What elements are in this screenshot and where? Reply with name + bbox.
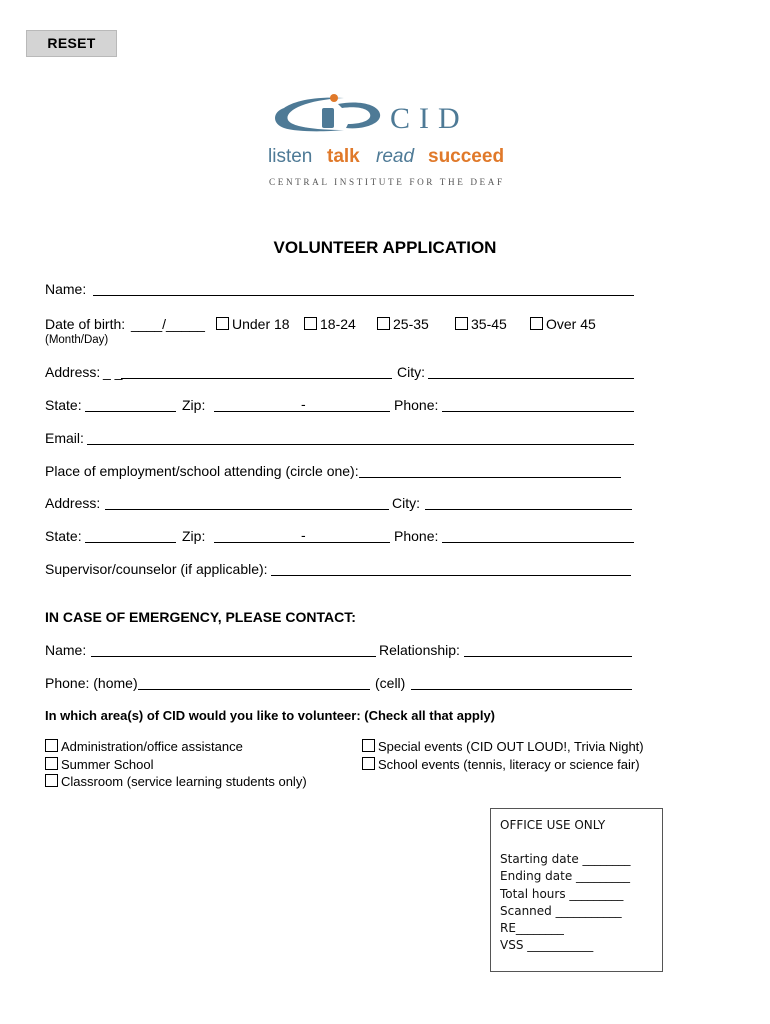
employment-state-label: State: <box>45 528 82 544</box>
age-option-under-18[interactable]: Under 18 <box>216 316 290 332</box>
area-option-school-events[interactable]: School events (tennis, literacy or science fair) <box>362 757 640 772</box>
supervisor-label: Supervisor/counselor (if applicable): <box>45 561 268 577</box>
age-option-35-45[interactable]: 35-45 <box>455 316 507 332</box>
phone-field[interactable] <box>442 411 634 412</box>
office-vss: VSS ___________ <box>500 938 594 952</box>
employment-city-label: City: <box>392 495 420 511</box>
address-prefix: _ _ <box>103 364 123 380</box>
phone-home-field[interactable] <box>138 689 370 690</box>
checkbox-icon[interactable] <box>362 739 375 752</box>
dob-hint: (Month/Day) <box>45 334 109 346</box>
employment-city-field[interactable] <box>425 509 632 510</box>
page-title: VOLUNTEER APPLICATION <box>273 238 497 257</box>
state-label: State: <box>45 397 82 413</box>
phone-home-label: Phone: (home) <box>45 675 138 691</box>
zip-separator: - <box>301 396 306 412</box>
state-row <box>45 397 645 417</box>
supervisor-row <box>45 561 645 581</box>
office-re: RE________ <box>500 921 564 935</box>
age-option-18-24[interactable]: 18-24 <box>304 316 356 332</box>
city-field[interactable] <box>428 378 634 379</box>
emergency-name-row <box>45 642 645 662</box>
tagline-read: read <box>376 146 415 167</box>
phone-cell-label: (cell) <box>375 675 406 691</box>
checkbox-icon[interactable] <box>304 317 317 330</box>
checkbox-icon[interactable] <box>377 317 390 330</box>
state-field[interactable] <box>85 411 176 412</box>
supervisor-field[interactable] <box>271 575 631 576</box>
office-use-box <box>490 808 663 972</box>
checkbox-icon[interactable] <box>45 774 58 787</box>
employment-address-row <box>45 495 645 515</box>
checkbox-icon[interactable] <box>362 757 375 770</box>
age-option-25-35[interactable]: 25-35 <box>377 316 429 332</box>
address-field[interactable] <box>121 378 392 379</box>
name-row <box>45 281 645 301</box>
checkbox-icon[interactable] <box>45 739 58 752</box>
employment-phone-field[interactable] <box>442 542 634 543</box>
employment-zip-separator: - <box>301 527 306 543</box>
dob-row <box>45 316 745 336</box>
tagline-listen: listen <box>268 146 313 167</box>
phone-label: Phone: <box>394 397 439 413</box>
city-label: City: <box>397 364 425 380</box>
office-ending-date: Ending date _________ <box>500 869 631 883</box>
name-label: Name: <box>45 281 87 297</box>
area-option-summer-school[interactable]: Summer School <box>45 757 153 772</box>
area-option-special-events[interactable]: Special events (CID OUT LOUD!, Trivia Night) <box>362 739 644 754</box>
phone-cell-field[interactable] <box>411 689 632 690</box>
checkbox-icon[interactable] <box>45 757 58 770</box>
logo-subtitle: CENTRAL INSTITUTE FOR THE DEAF <box>269 177 505 187</box>
tagline-succeed: succeed <box>428 146 505 167</box>
age-option-over-45[interactable]: Over 45 <box>530 316 596 332</box>
office-scanned: Scanned ___________ <box>500 904 622 918</box>
employment-address-label: Address: <box>45 495 101 511</box>
cid-logo-wordmark: CID <box>390 102 469 135</box>
name-field[interactable] <box>93 295 634 296</box>
cid-logo-dot <box>330 94 338 102</box>
cid-logo-i <box>322 108 334 128</box>
employment-state-row <box>45 528 645 548</box>
zip-label: Zip: <box>182 397 206 413</box>
relationship-label: Relationship: <box>379 642 460 658</box>
email-label: Email: <box>45 430 84 446</box>
employment-state-field[interactable] <box>85 542 176 543</box>
areas-heading: In which area(s) of CID would you like to volunteer: (Check all that apply) <box>45 708 496 723</box>
office-use-title: OFFICE USE ONLY <box>500 818 606 832</box>
email-row <box>45 430 645 450</box>
office-starting-date: Starting date ________ <box>500 852 631 866</box>
employment-zip-label: Zip: <box>182 528 206 544</box>
emergency-heading: IN CASE OF EMERGENCY, PLEASE CONTACT: <box>45 609 356 625</box>
reset-button[interactable]: RESET <box>26 30 117 57</box>
office-total-hours: Total hours _________ <box>500 887 624 901</box>
dob-field[interactable]: ____/_____ <box>131 316 205 332</box>
employment-label: Place of employment/school attending (circle one): <box>45 463 359 479</box>
address-label: Address: <box>45 364 101 380</box>
checkbox-icon[interactable] <box>530 317 543 330</box>
relationship-field[interactable] <box>464 656 632 657</box>
employment-phone-label: Phone: <box>394 528 439 544</box>
checkbox-icon[interactable] <box>216 317 229 330</box>
emergency-name-field[interactable] <box>91 656 376 657</box>
cid-logo <box>262 84 512 194</box>
employment-row <box>45 463 645 483</box>
emergency-name-label: Name: <box>45 642 87 658</box>
emergency-phone-row <box>45 675 645 695</box>
area-option-administration[interactable]: Administration/office assistance <box>45 739 243 754</box>
email-field[interactable] <box>87 444 634 445</box>
checkbox-icon[interactable] <box>455 317 468 330</box>
employment-field[interactable] <box>359 477 621 478</box>
area-option-classroom[interactable]: Classroom (service learning students only) <box>45 774 307 789</box>
employment-address-field[interactable] <box>105 509 389 510</box>
address-row <box>45 364 645 384</box>
dob-label: Date of birth: <box>45 316 126 332</box>
tagline-talk: talk <box>327 146 360 167</box>
